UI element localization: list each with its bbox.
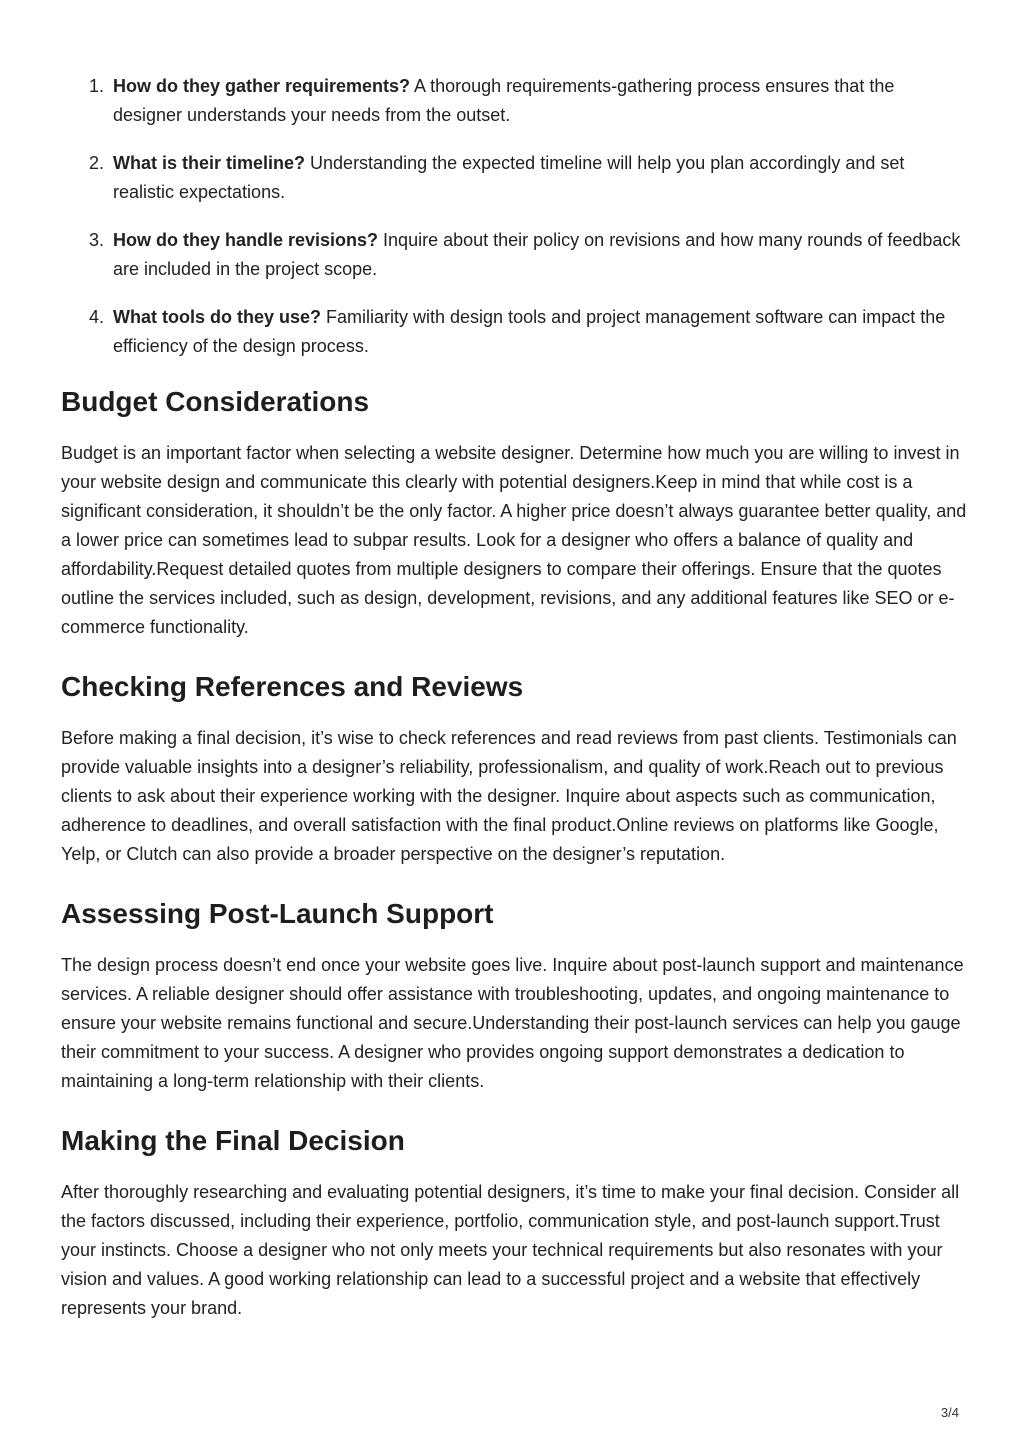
question-text: How do they gather requirements? [113, 76, 411, 96]
section-post-launch-support [61, 897, 967, 1096]
section-heading: Assessing Post-Launch Support [61, 898, 494, 929]
section-checking-references [61, 670, 967, 869]
list-number: 1. [89, 76, 105, 96]
question-text: What tools do they use? [113, 307, 322, 327]
question-text: How do they handle revisions? [113, 230, 379, 250]
section-budget-considerations [61, 385, 967, 642]
section-body: Budget is an important factor when selecting a website designer. Determine how much you are willing to invest in your website design and communicate this clearly with potential designers.Keep in mind that while cost is a significant consideration, it shouldn’t be the only factor. A higher price doesn’t always guarantee better quality, and a lower price can sometimes lead to subpar results. Look for a designer who offers a balance of quality and affordability.Request detailed quotes from multiple designers to compare their offerings. Ensure that the quotes outline the services included, such as design, development, revisions, and any additional features like SEO or e-commerce functionality. [61, 443, 967, 637]
section-body: After thoroughly researching and evaluating potential designers, it’s time to make your final decision. Consider all the factors discussed, including their experience, portfolio, communication style, and post-launch support.Trust your instincts. Choose a designer who not only meets your technical requirements but also resonates with your vision and values. A good working relationship can lead to a successful project and a website that effectively represents your brand. [61, 1182, 960, 1318]
answer-text: Familiarity with design tools and project management software can impact the efficiency of the design process. [113, 307, 946, 356]
list-number: 4. [89, 307, 105, 327]
list-number: 3. [89, 230, 105, 250]
list-item [89, 303, 967, 361]
questions-list [61, 72, 967, 361]
list-item [89, 226, 967, 284]
section-heading: Budget Considerations [61, 386, 370, 417]
list-item [89, 149, 967, 207]
page-number: 3/4 [940, 1405, 959, 1420]
answer-text: Inquire about their policy on revisions and how many rounds of feedback are included in the project scope. [113, 230, 961, 279]
answer-text: A thorough requirements-gathering process ensures that the designer understands your needs from the outset. [113, 76, 895, 125]
list-number: 2. [89, 153, 105, 173]
section-final-decision [61, 1124, 967, 1323]
document-page [61, 72, 967, 1351]
section-heading: Checking References and Reviews [61, 671, 524, 702]
section-heading: Making the Final Decision [61, 1125, 405, 1156]
answer-text: Understanding the expected timeline will help you plan accordingly and set realistic expectations. [113, 153, 905, 202]
section-body: The design process doesn’t end once your website goes live. Inquire about post-launch support and maintenance services. A reliable designer should offer assistance with troubleshooting, updates, and ongoing maintenance to ensure your website remains functional and secure.Understanding their post-launch services can help you gauge their commitment to your success. A designer who provides ongoing support demonstrates a dedication to maintaining a long-term relationship with their clients. [61, 955, 964, 1091]
list-item [89, 72, 967, 130]
section-body: Before making a final decision, it’s wise to check references and read reviews from past clients. Testimonials can provide valuable insights into a designer’s reliability, professionalism, and quality of work.Reach out to previous clients to ask about their experience working with the designer. Inquire about aspects such as communication, adherence to deadlines, and overall satisfaction with the final product.Online reviews on platforms like Google, Yelp, or Clutch can also provide a broader perspective on the designer’s reputation. [61, 728, 957, 864]
question-text: What is their timeline? [113, 153, 306, 173]
